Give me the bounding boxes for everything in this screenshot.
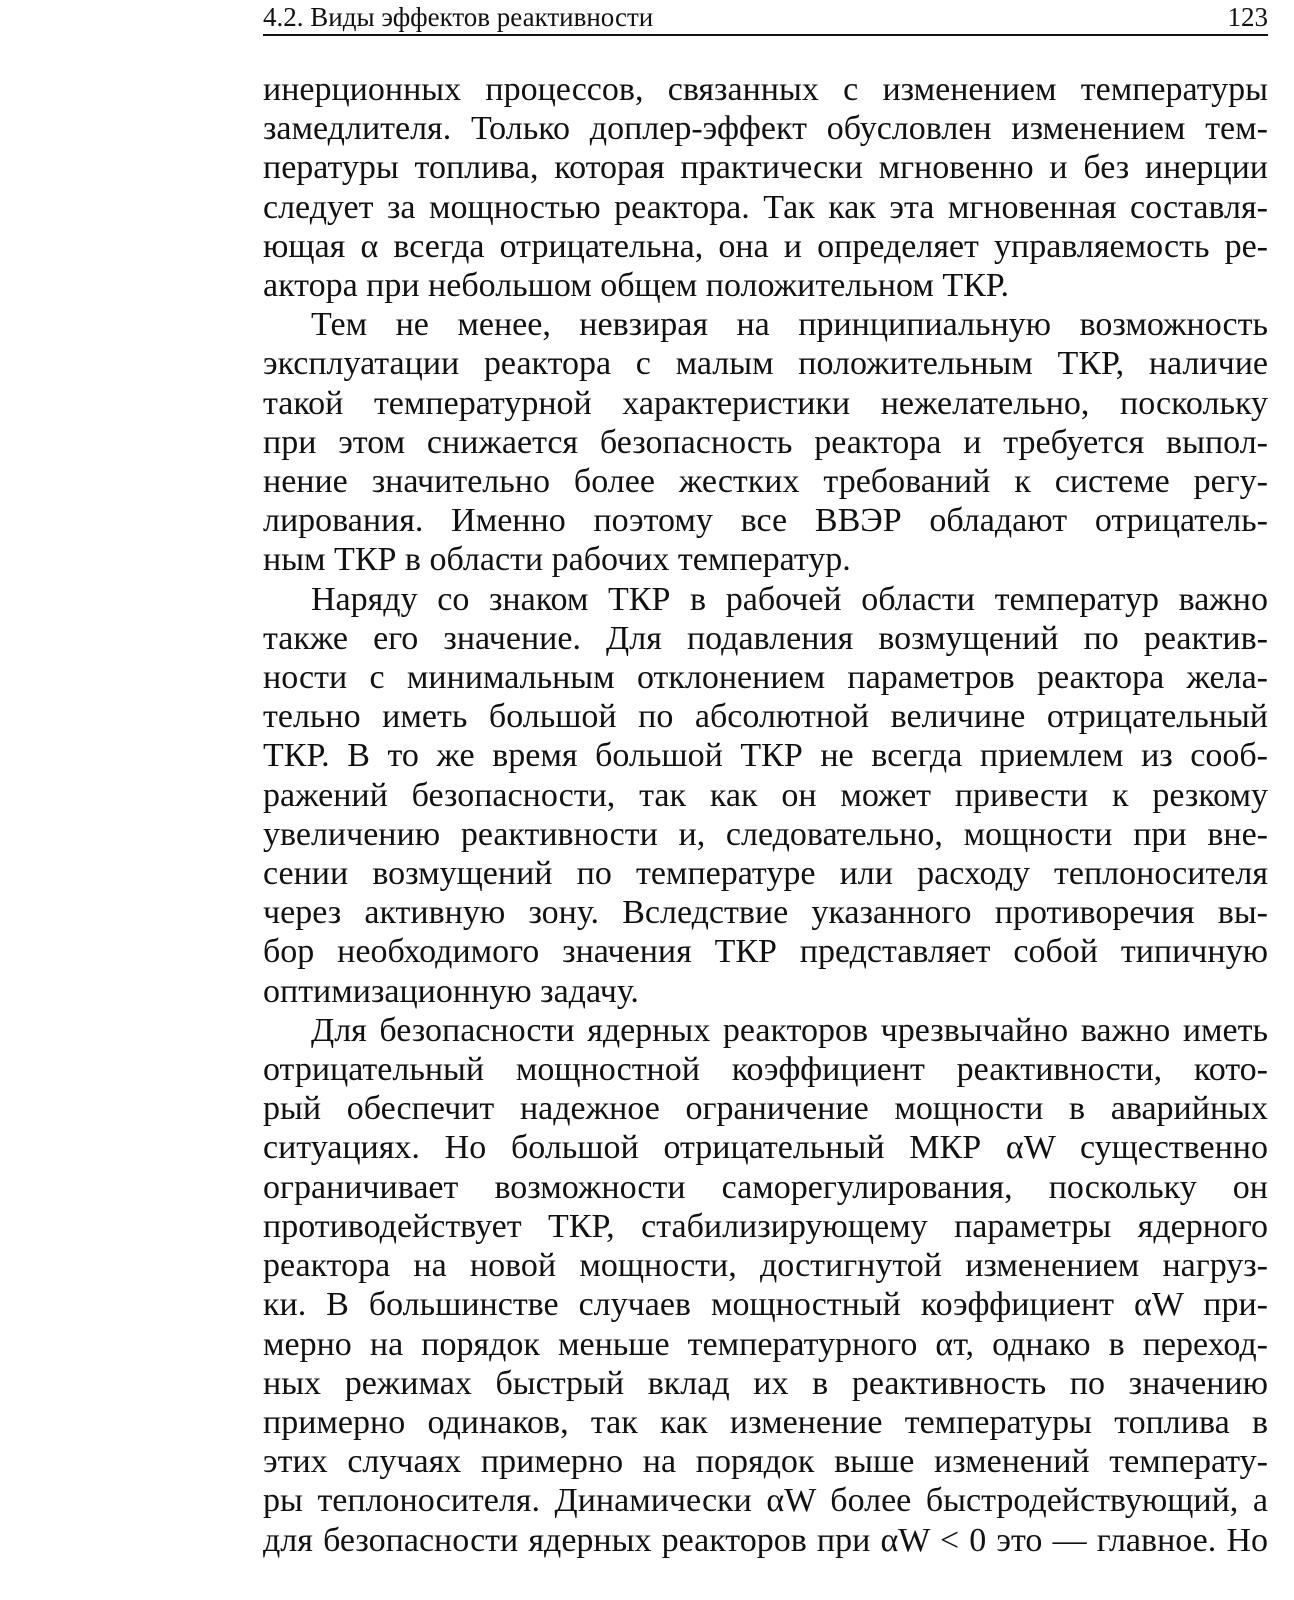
- text-line: через активную зону. Вследствие указанного противоречия вы-: [263, 894, 1268, 932]
- text-line: ности с минимальным отклонением параметров реактора жела-: [263, 659, 1268, 697]
- text-line: увеличению реактивности и, следовательно, мощности при вне-: [263, 815, 1268, 853]
- text-line: тельно иметь большой по абсолютной величине отрицательный: [263, 698, 1268, 736]
- text-line: ных режимах быстрый вклад их в реактивность по значению: [263, 1364, 1268, 1402]
- text-line: ражений безопасности, так как он может привести к резкому: [263, 776, 1268, 814]
- text-line: этих случаях примерно на порядок выше изменений температу-: [263, 1443, 1268, 1481]
- text-line: такой температурной характеристики нежелательно, поскольку: [263, 384, 1268, 422]
- text-line: противодействует ТКР, стабилизирующему параметры ядерного: [263, 1207, 1268, 1245]
- text-line: ным ТКР в области рабочих температур.: [263, 541, 851, 579]
- text-line: актора при небольшом общем положительном ТКР.: [263, 267, 1009, 305]
- text-line: следует за мощностью реактора. Так как эта мгновенная составля-: [263, 188, 1268, 226]
- text-line: при этом снижается безопасность реактора и требуется выпол-: [263, 423, 1268, 461]
- text-line: лирования. Именно поэтому все ВВЭР обладают отрицатель-: [263, 502, 1268, 540]
- text-line: ры теплоносителя. Динамически αW более быстродействующий, а: [263, 1482, 1268, 1520]
- text-line: реактора на новой мощности, достигнутой изменением нагруз-: [263, 1247, 1268, 1285]
- text-line: отрицательный мощностной коэффициент реактивности, кото-: [263, 1051, 1268, 1089]
- text-line: оптимизационную задачу.: [263, 972, 639, 1010]
- text-line: Для безопасности ядерных реакторов чрезвычайно важно иметь: [311, 1011, 1268, 1049]
- text-line: пературы топлива, которая практически мгновенно и без инерции: [263, 149, 1268, 187]
- section-title: 4.2. Виды эффектов реактивности: [263, 2, 654, 32]
- paragraph-1: [263, 70, 1268, 305]
- text-line: ситуациях. Но большой отрицательный МКР αW существенно: [263, 1129, 1268, 1167]
- text-line: ограничивает возможности саморегулирования, поскольку он: [263, 1168, 1268, 1206]
- running-header: [263, 0, 1268, 36]
- paragraph-2: [263, 305, 1268, 579]
- text-line: ющая α всегда отрицательна, она и определяет управляемость ре-: [263, 227, 1268, 265]
- page-number: 123: [1227, 2, 1268, 32]
- text-line: инерционных процессов, связанных с изменением температуры: [263, 71, 1268, 108]
- text-line: замедлителя. Только доплер-эффект обусловлен изменением тем-: [263, 110, 1268, 148]
- paragraph-4: [263, 1011, 1268, 1560]
- text-line: примерно одинаков, так как изменение температуры топлива в: [263, 1403, 1268, 1441]
- text-line: мерно на порядок меньше температурного αт, однако в переход-: [263, 1325, 1268, 1363]
- text-line: Тем не менее, невзирая на принципиальную возможность: [311, 306, 1268, 344]
- text-line: бор необходимого значения ТКР представляет собой типичную: [263, 933, 1268, 971]
- text-line: для безопасности ядерных реакторов при αW < 0 это — главное. Но: [263, 1521, 1268, 1559]
- text-line: рый обеспечит надежное ограничение мощности в аварийных: [263, 1090, 1268, 1128]
- text-line: также его значение. Для подавления возмущений по реактив-: [263, 619, 1268, 657]
- text-line: ТКР. В то же время большой ТКР не всегда приемлем из сооб-: [263, 737, 1268, 775]
- text-line: эксплуатации реактора с малым положительным ТКР, наличие: [263, 345, 1268, 383]
- text-line: Наряду со знаком ТКР в рабочей области температур важно: [311, 580, 1268, 618]
- text-line: сении возмущений по температуре или расходу теплоносителя: [263, 855, 1268, 893]
- text-line: ки. В большинстве случаев мощностный коэффициент αW при-: [263, 1286, 1268, 1324]
- page-body: [263, 70, 1268, 1560]
- text-line: нение значительно более жестких требований к системе регу-: [263, 463, 1268, 501]
- paragraph-3: [263, 580, 1268, 1011]
